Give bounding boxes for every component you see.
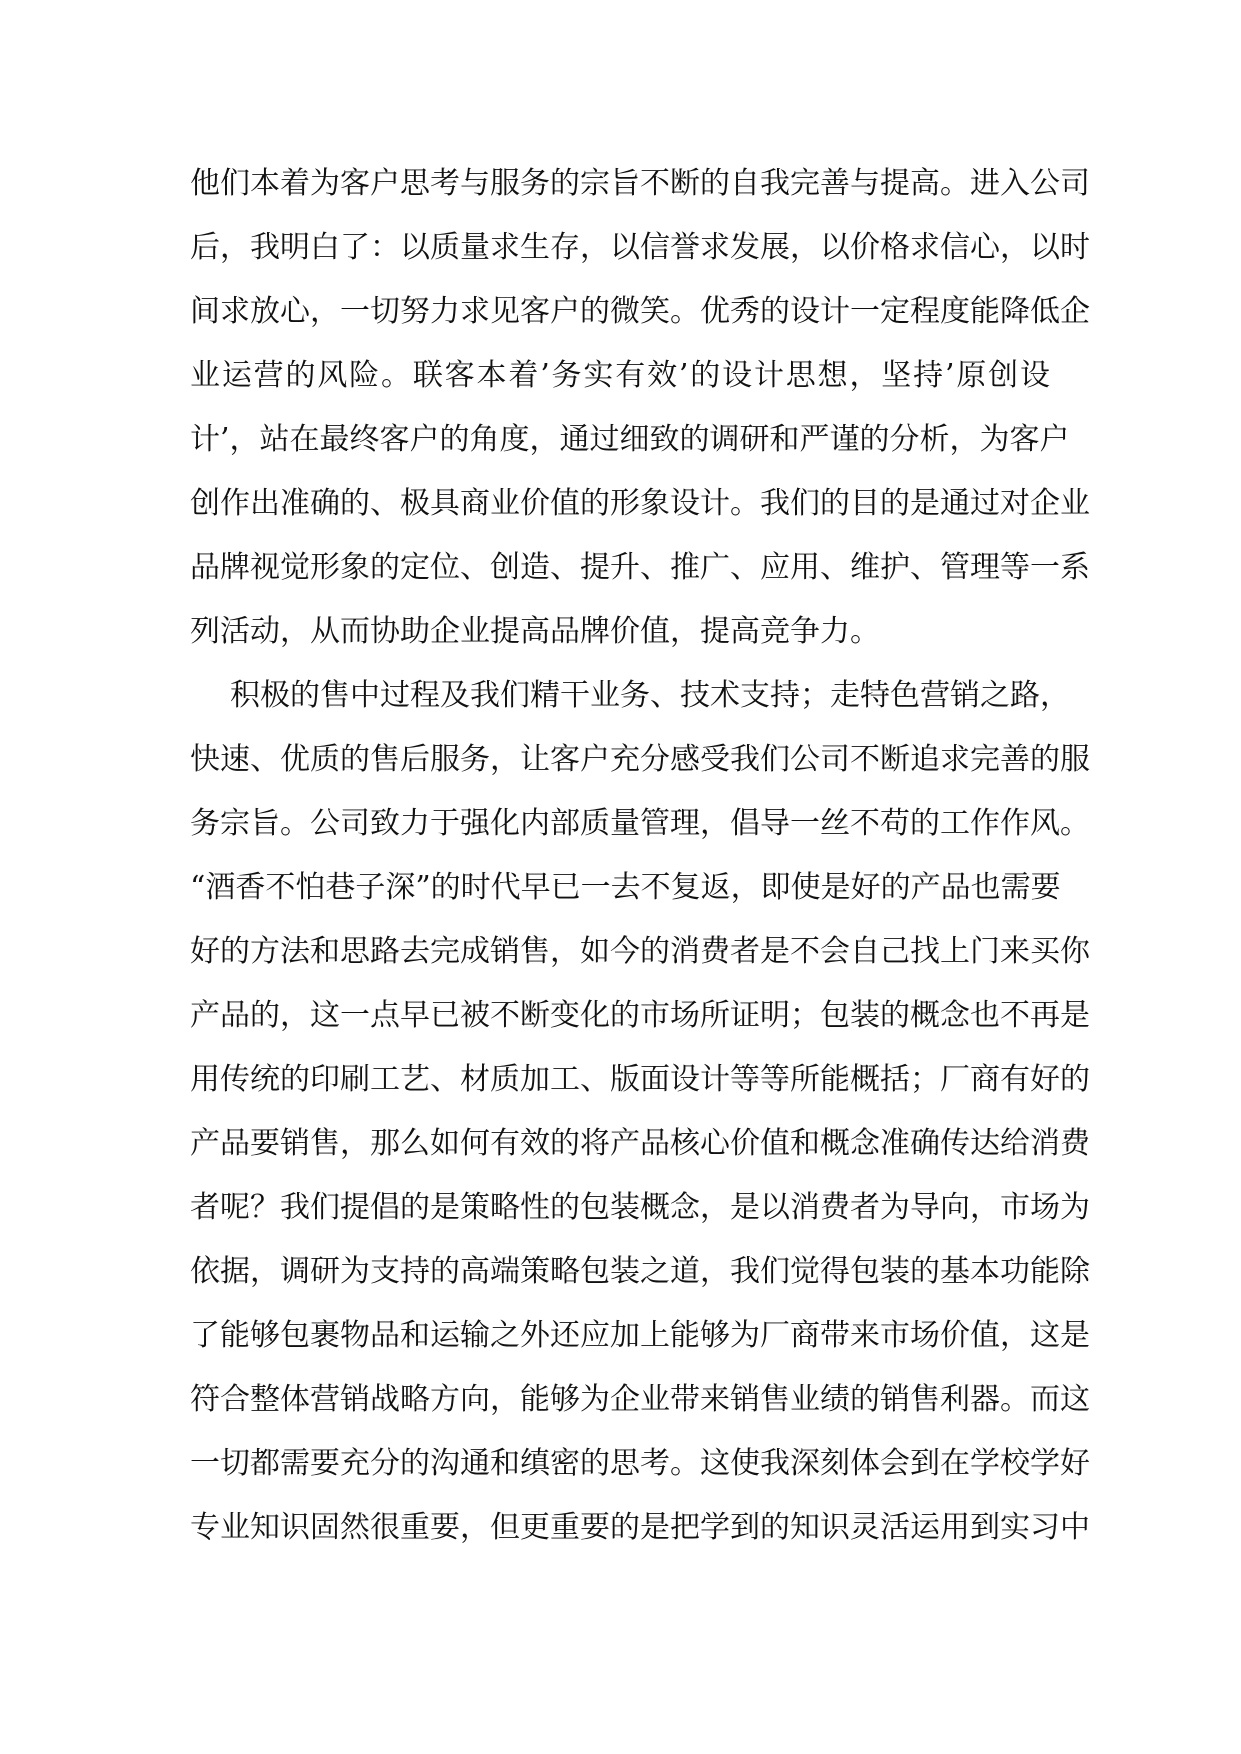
- paragraph-line: 专业知识固然很重要，但更重要的是把学到的知识灵活运用到实习中: [190, 1510, 1090, 1545]
- paragraph-line: 一切都需要充分的沟通和缜密的思考。这使我深刻体会到在学校学好: [190, 1446, 1090, 1481]
- paragraph-line: 列活动，从而协助企业提高品牌价值，提高竞争力。: [190, 614, 880, 649]
- paragraph-line: 了能够包裹物品和运输之外还应加上能够为厂商带来市场价值，这是: [190, 1318, 1090, 1353]
- paragraph-line: 符合整体营销战略方向，能够为企业带来销售业绩的销售利器。而这: [190, 1382, 1090, 1417]
- paragraph-line: 务宗旨。公司致力于强化内部质量管理，倡导一丝不苟的工作作风。: [190, 806, 1090, 841]
- paragraph-line: 产品的，这一点早已被不断变化的市场所证明；包装的概念也不再是: [190, 998, 1090, 1033]
- paragraph-line: 计’，站在最终客户的角度，通过细致的调研和严谨的分析，为客户: [190, 422, 1070, 457]
- paragraph-line: “酒香不怕巷子深”的时代早已一去不复返，即使是好的产品也需要: [190, 870, 1061, 905]
- paragraph-line: 品牌视觉形象的定位、创造、提升、推广、应用、维护、管理等一系: [190, 550, 1090, 585]
- paragraph-2: [190, 664, 1090, 1560]
- paragraph-line: 业运营的风险。联客本着’务实有效’的设计思想，坚持’原创设: [190, 358, 1050, 393]
- paragraph-line: 产品要销售，那么如何有效的将产品核心价值和概念准确传达给消费: [190, 1126, 1090, 1161]
- paragraph-line: 他们本着为客户思考与服务的宗旨不断的自我完善与提高。进入公司: [190, 166, 1090, 201]
- paragraph-line: 依据，调研为支持的高端策略包装之道，我们觉得包装的基本功能除: [190, 1254, 1090, 1289]
- paragraph-1: [190, 152, 1090, 664]
- paragraph-line: 用传统的印刷工艺、材质加工、版面设计等等所能概括；厂商有好的: [190, 1062, 1090, 1097]
- paragraph-line: 者呢？我们提倡的是策略性的包装概念，是以消费者为导向，市场为: [190, 1190, 1090, 1225]
- body-text: [190, 152, 1090, 1560]
- paragraph-line: 积极的售中过程及我们精干业务、技术支持；走特色营销之路，: [230, 678, 1070, 713]
- paragraph-line: 创作出准确的、极具商业价值的形象设计。我们的目的是通过对企业: [190, 486, 1090, 521]
- paragraph-line: 快速、优质的售后服务，让客户充分感受我们公司不断追求完善的服: [190, 742, 1090, 777]
- paragraph-line: 间求放心，一切努力求见客户的微笑。优秀的设计一定程度能降低企: [190, 294, 1090, 329]
- paragraph-line: 好的方法和思路去完成销售，如今的消费者是不会自己找上门来买你: [190, 934, 1090, 969]
- paragraph-line: 后，我明白了：以质量求生存，以信誉求发展，以价格求信心，以时: [190, 230, 1090, 265]
